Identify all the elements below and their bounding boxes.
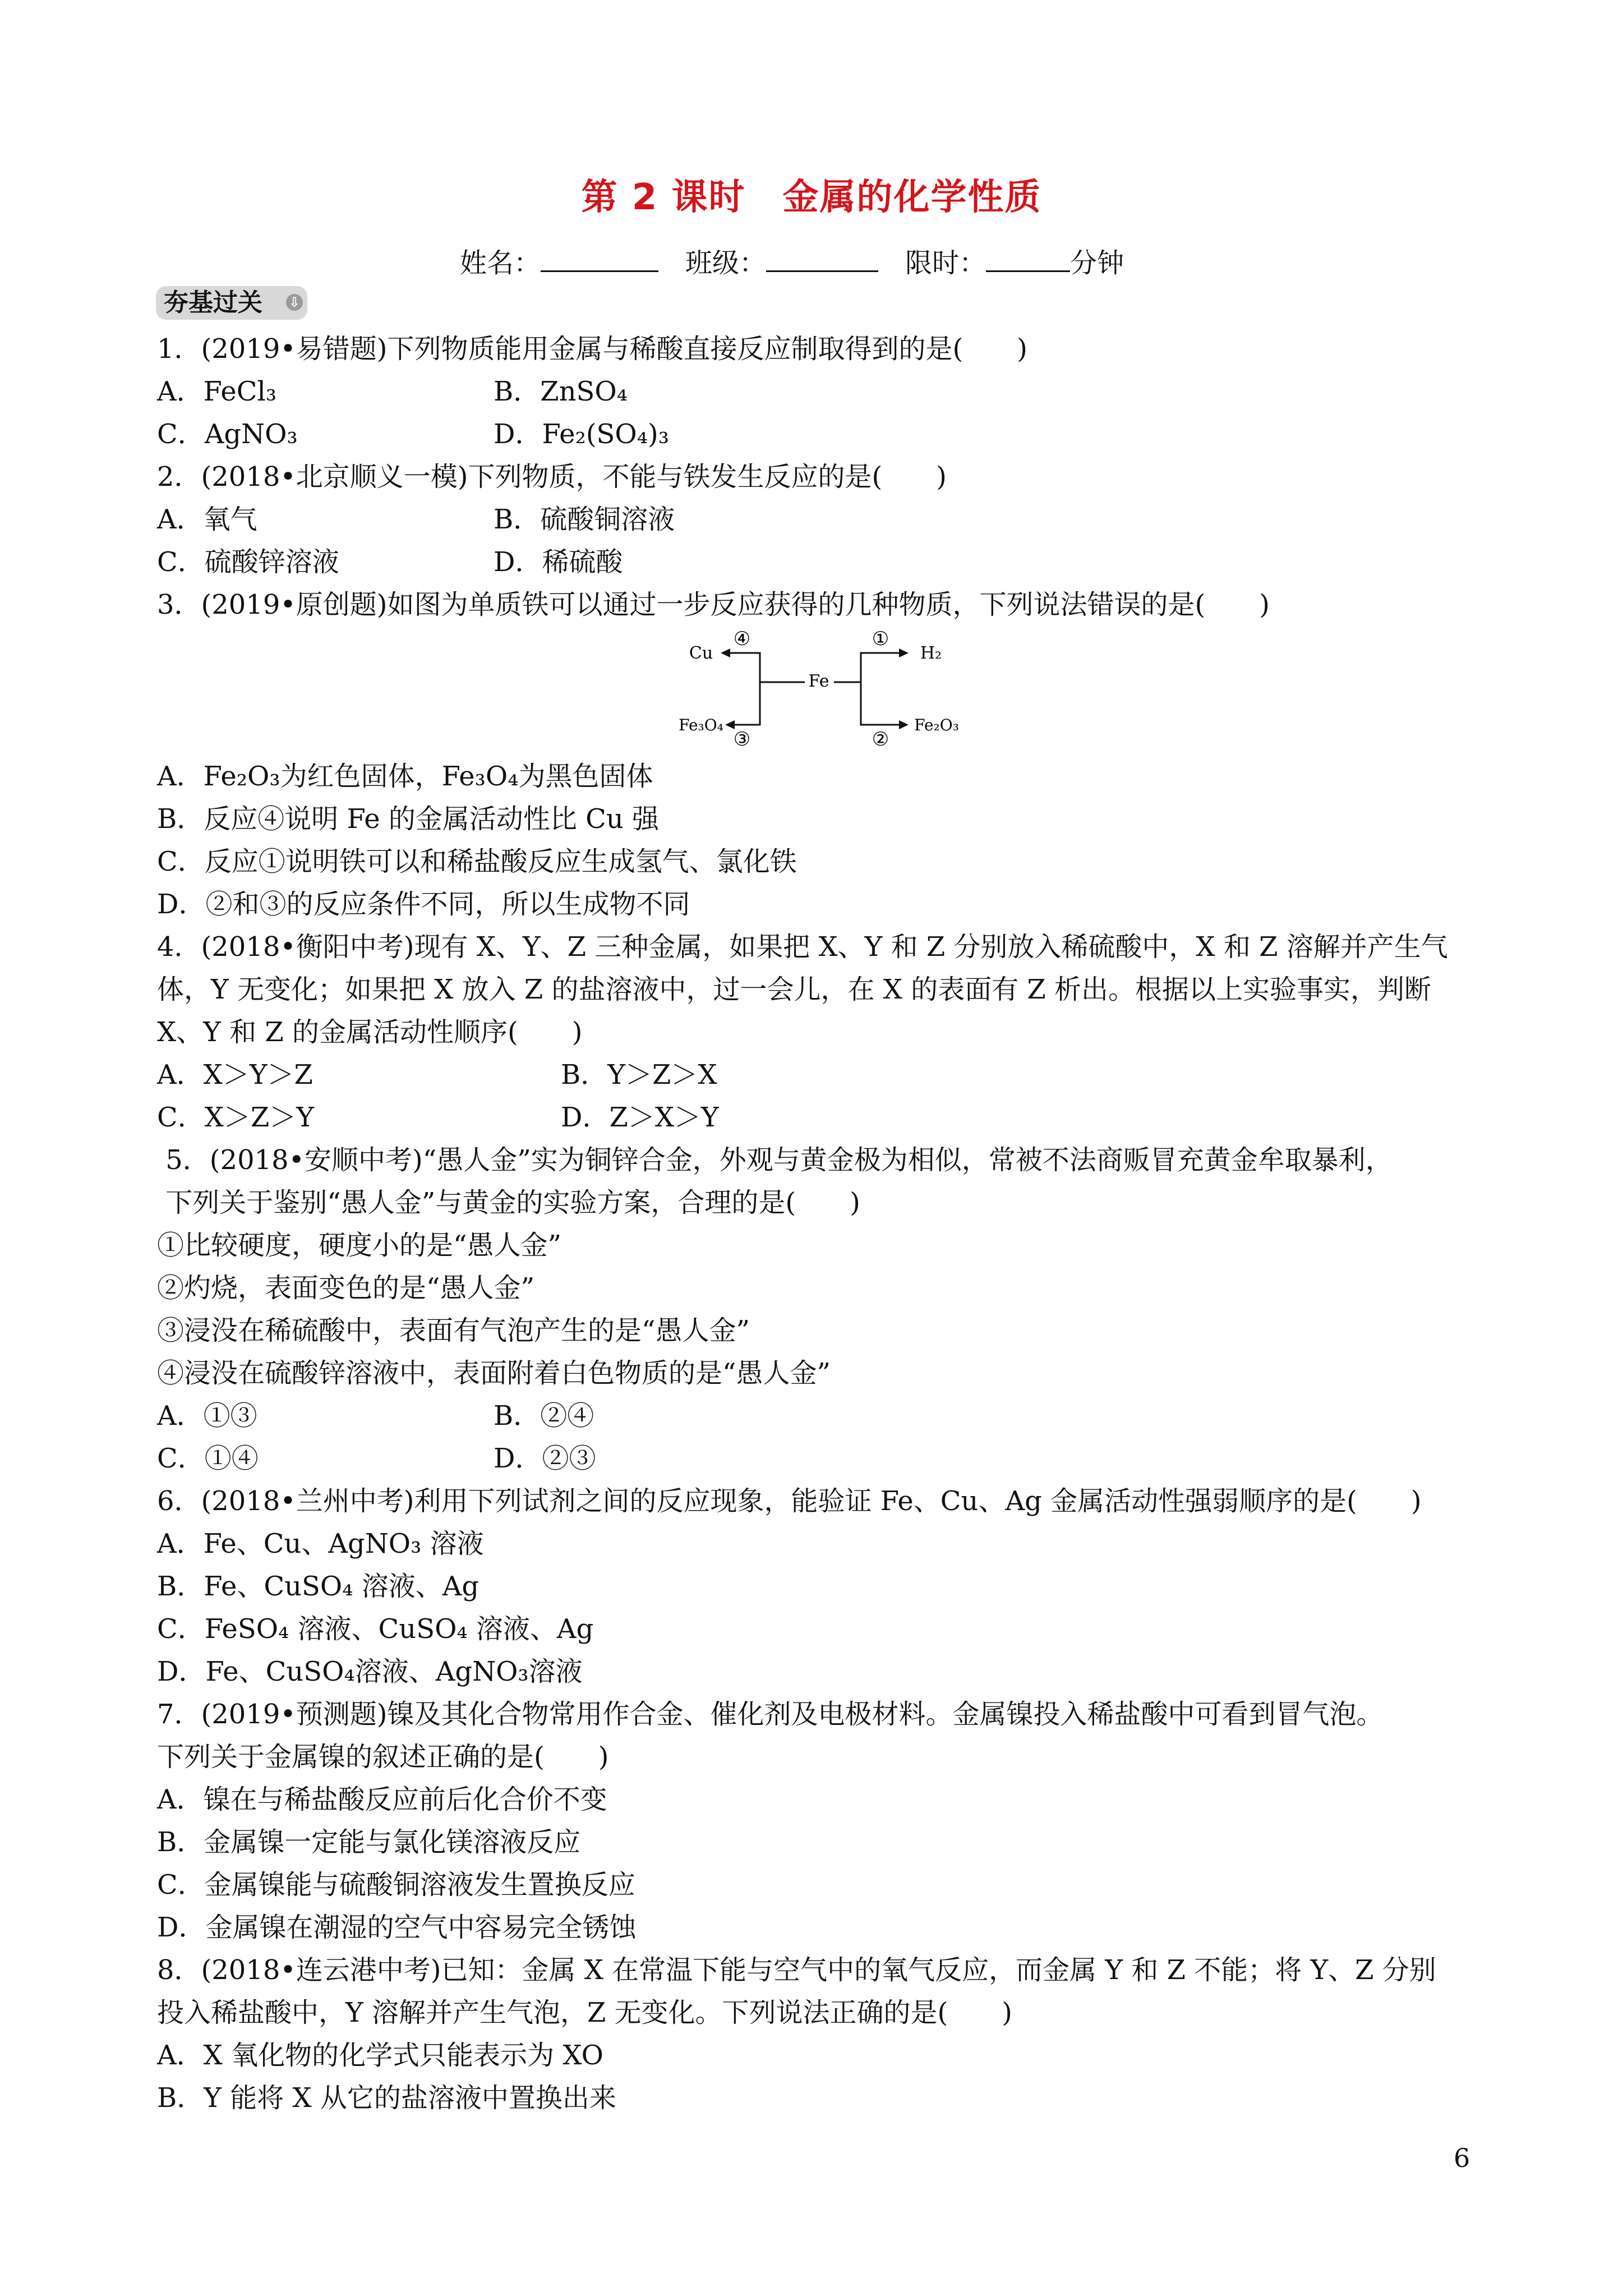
question-stem-line: 1．(2019•易错题)下列物质能用金属与稀酸直接反应制取得到的是( ) <box>157 333 1027 365</box>
step-1-label: ① <box>872 631 889 650</box>
option: C．①④ <box>157 1443 259 1474</box>
time-label: 限时： <box>905 247 986 279</box>
question-stem-line: 5．(2018•安顺中考)“愚人金”实为铜锌合金，外观与黄金极为相似，常被不法商贩冒充黄金牟取暴利， <box>157 1144 1393 1176</box>
class-label: 班级： <box>685 247 767 279</box>
option: B．金属镍一定能与氯化镁溶液反应 <box>157 1826 581 1858</box>
option: C．X＞Z＞Y <box>157 1102 314 1133</box>
option-row <box>157 498 1492 541</box>
option-row <box>157 370 1492 413</box>
option: B．Fe、CuSO₄ 溶液、Ag <box>157 1571 479 1602</box>
option: A．镍在与稀盐酸反应前后化合价不变 <box>157 1784 607 1815</box>
section-badge-label: 夯基过关 <box>164 288 262 317</box>
option-row <box>157 541 1492 583</box>
option-row <box>157 1437 1492 1480</box>
time-blank[interactable] <box>986 246 1070 272</box>
question-stem-line: 7．(2019•预测题)镍及其化合物常用作合金、催化剂及电极材料。金属镍投入稀盐酸中可看到冒气泡。 <box>157 1699 1384 1730</box>
question-stem-line: ④浸没在硫酸锌溶液中，表面附着白色物质的是“愚人金” <box>157 1358 831 1389</box>
option: D．Fe、CuSO₄溶液、AgNO₃溶液 <box>157 1656 583 1687</box>
down-arrow-icon: ⇩ <box>286 294 303 311</box>
option: C．反应①说明铁可以和稀盐酸反应生成氢气、氯化铁 <box>157 846 797 877</box>
option-row <box>157 413 1492 455</box>
option: B．反应④说明 Fe 的金属活动性比 Cu 强 <box>157 803 660 835</box>
question-stem-line: 体，Y 无变化；如果把 X 放入 Z 的盐溶液中，过一会儿，在 X 的表面有 Z 析出。根据以上实验事实，判断 <box>157 974 1432 1005</box>
option: B．ZnSO₄ <box>494 376 628 407</box>
option: D．金属镍在潮湿的空气中容易完全锈蚀 <box>157 1912 637 1943</box>
arrow-to-h2 <box>834 653 900 682</box>
option: A．氧气 <box>157 504 257 535</box>
step-2-label: ② <box>872 728 889 751</box>
question-stem-line: ①比较硬度，硬度小的是“愚人金” <box>157 1230 562 1261</box>
question-stem-line: 6．(2018•兰州中考)利用下列试剂之间的反应现象，能验证 Fe、Cu、Ag 金属活动性强弱顺序的是( ) <box>157 1485 1422 1517</box>
question-stem-line: 3．(2019•原创题)如图为单质铁可以通过一步反应获得的几种物质，下列说法错误的是( ) <box>157 589 1270 620</box>
step-3-label: ③ <box>733 728 751 751</box>
question-stem-line: 2．(2018•北京顺义一模)下列物质，不能与铁发生反应的是( ) <box>157 461 947 493</box>
question-7 <box>157 1693 1492 1949</box>
question-8 <box>157 1949 1492 2119</box>
question-stem-line: 8．(2018•连云港中考)已知：金属 X 在常温下能与空气中的氧气反应，而金属 Y 和 Z 不能；将 Y、Z 分别 <box>157 1954 1436 1986</box>
question-2 <box>157 455 1492 583</box>
option: A．FeCl₃ <box>157 376 277 407</box>
question-stem-line: 投入稀盐酸中，Y 溶解并产生气泡，Z 无变化。下列说法正确的是( ) <box>157 1997 1013 2028</box>
option: A．X＞Y＞Z <box>157 1059 313 1091</box>
option: D．Fe₂(SO₄)₃ <box>494 418 669 450</box>
question-list <box>157 328 1492 2119</box>
fe3o4-label: Fe₃O₄ <box>679 716 723 734</box>
question-5 <box>157 1139 1492 1480</box>
option: A．Fe、Cu、AgNO₃ 溶液 <box>157 1528 484 1559</box>
option: D．Z＞X＞Y <box>561 1102 719 1133</box>
option-row <box>157 1053 1492 1096</box>
option: D．②和③的反应条件不同，所以生成物不同 <box>157 889 690 920</box>
option-row <box>157 1395 1492 1437</box>
option: B．Y＞Z＞X <box>561 1059 717 1091</box>
minutes-label: 分钟 <box>1070 247 1124 279</box>
question-stem-line: ②灼烧，表面变色的是“愚人金” <box>157 1272 535 1304</box>
option: C．硫酸锌溶液 <box>157 546 339 578</box>
arrow-head-cu <box>721 648 730 657</box>
reaction-diagram-svg <box>676 631 967 751</box>
question-6 <box>157 1480 1492 1693</box>
question-stem-line: 下列关于鉴别“愚人金”与黄金的实验方案，合理的是( ) <box>157 1187 860 1218</box>
name-label: 姓名： <box>460 247 541 279</box>
page-title: 第 2 课时 金属的化学性质 <box>581 177 1042 218</box>
option: C．AgNO₃ <box>157 418 298 450</box>
option: A．Fe₂O₃为红色固体，Fe₃O₄为黑色固体 <box>157 761 653 792</box>
section-badge <box>156 286 307 320</box>
option: A．X 氧化物的化学式只能表示为 XO <box>157 2040 604 2071</box>
question-1 <box>157 328 1492 455</box>
student-info-line <box>460 241 1124 280</box>
cu-label: Cu <box>689 643 713 663</box>
option: D．②③ <box>494 1443 596 1474</box>
arrow-to-fe3o4 <box>734 682 760 725</box>
question-stem-line: 4．(2018•衡阳中考)现有 X、Y、Z 三种金属，如果把 X、Y 和 Z 分别放入稀硫酸中，X 和 Z 溶解并产生气 <box>157 931 1448 963</box>
iron-reaction-diagram <box>157 626 1492 755</box>
question-stem-line: ③浸没在稀硫酸中，表面有气泡产生的是“愚人金” <box>157 1315 750 1346</box>
question-stem-line: X、Y 和 Z 的金属活动性顺序( ) <box>157 1016 583 1048</box>
option: C．FeSO₄ 溶液、CuSO₄ 溶液、Ag <box>157 1613 594 1645</box>
arrow-head-fe2o3 <box>899 720 909 729</box>
option: A．①③ <box>157 1400 257 1432</box>
option: B．②④ <box>494 1400 594 1432</box>
option: D．稀硫酸 <box>494 546 623 578</box>
question-stem-line: 下列关于金属镍的叙述正确的是( ) <box>157 1741 609 1773</box>
name-blank[interactable] <box>541 246 658 272</box>
class-blank[interactable] <box>766 246 878 272</box>
h2-label: H₂ <box>920 643 942 663</box>
arrow-to-cu <box>729 653 805 682</box>
question-3 <box>157 583 1492 926</box>
page-number: 6 <box>1454 2143 1470 2173</box>
question-4 <box>157 926 1492 1139</box>
option-row <box>157 1096 1492 1139</box>
step-4-label: ④ <box>733 631 751 650</box>
option: B．Y 能将 X 从它的盐溶液中置换出来 <box>157 2082 616 2114</box>
arrow-head-h2 <box>899 648 909 657</box>
option: B．硫酸铜溶液 <box>494 504 675 535</box>
fe-label: Fe <box>808 671 829 691</box>
arrow-to-fe2o3 <box>861 682 900 725</box>
option: C．金属镍能与硫酸铜溶液发生置换反应 <box>157 1869 635 1901</box>
fe2o3-label: Fe₂O₃ <box>914 716 959 734</box>
